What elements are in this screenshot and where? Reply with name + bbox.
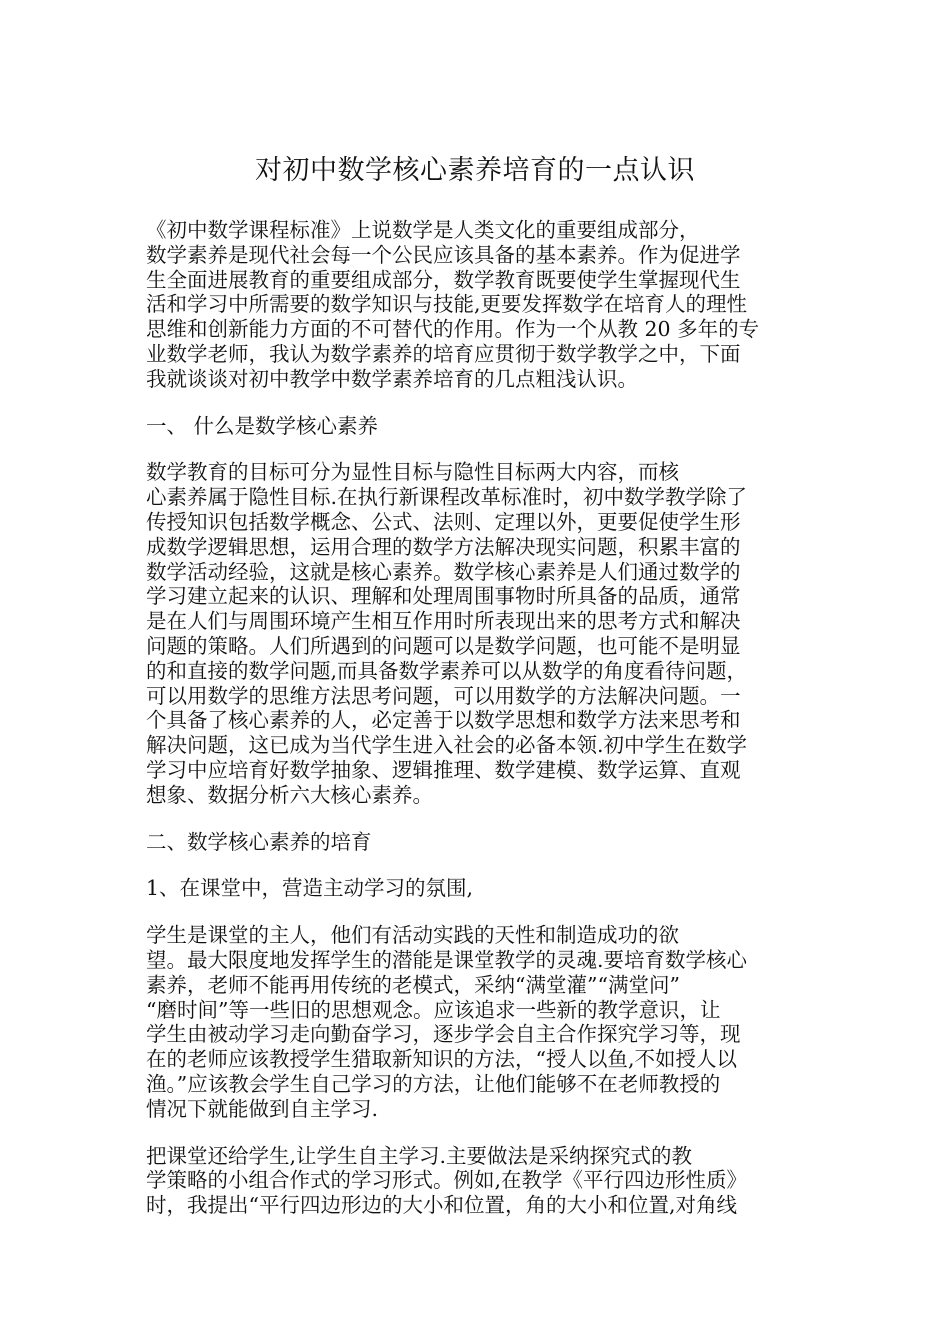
paragraph: [146, 460, 806, 807]
text-line: 业数学老师，我认为数学素养的培育应贯彻于数学教学之中，下面: [146, 341, 741, 366]
text-line: 活和学习中所需要的数学知识与技能,更要发挥数学在培育人的理性: [146, 292, 748, 317]
text-line: 数学活动经验，这就是核心素养。数学核心素养是人们通过数学的: [146, 559, 741, 584]
text-line: 心素养属于隐性目标.在执行新课程改革标准时，初中数学教学除了: [146, 485, 748, 510]
text-line: 可以用数学的思维方法思考问题，可以用数学的方法解决问题。一: [146, 683, 741, 708]
text-line: 《初中数学课程标准》上说数学是人类文化的重要组成部分，: [146, 218, 700, 242]
text-line: 把课堂还给学生,让学生自主学习.主要做法是采纳探究式的教: [146, 1143, 693, 1168]
text-line: 学策略的小组合作式的学习形式。例如,在教学《平行四边形性质》: [146, 1168, 748, 1193]
text-line: 成数学逻辑思想，运用合理的数学方法解决现实问题，积累丰富的: [146, 534, 741, 559]
paragraph: [146, 218, 806, 392]
text-line: 1、在课堂中，营造主动学习的氛围,: [146, 876, 474, 901]
text-line: 二、数学核心素养的培育: [146, 829, 372, 854]
text-line: 解决问题，这已成为当代学生进入社会的必备本领.初中学生在数学: [146, 733, 748, 758]
text-line: 望。最大限度地发挥学生的潜能是课堂教学的灵魂.要培育数学核心: [146, 947, 748, 972]
section-heading: [146, 830, 806, 855]
paragraph: [146, 923, 806, 1121]
section-heading: [146, 414, 806, 439]
subsection-heading: [146, 876, 806, 901]
text-line: 是在人们与周围环境产生相互作用时所表现出来的思考方式和解决: [146, 609, 741, 634]
text-line: 生全面进展教育的重要组成部分，数学教育既要使学生掌握现代生: [146, 267, 741, 292]
text-line: 学习建立起来的认识、理解和处理周围事物时所具备的品质，通常: [146, 584, 741, 609]
text-line: “磨时间”等一些旧的思想观念。应该追求一些新的教学意识，让: [146, 997, 721, 1022]
text-line: 在的老师应该教授学生猎取新知识的方法，“授人以鱼,不如授人以: [146, 1047, 737, 1072]
text-line: 时，我提出“平行四边形边的大小和位置，角的大小和位置,对角线: [146, 1193, 737, 1218]
text-line: 数学素养是现代社会每一个公民应该具备的基本素养。作为促进学: [146, 242, 741, 267]
text-line: 素养，老师不能再用传统的老模式，采纳“满堂灌”“满堂问”: [146, 972, 680, 997]
text-line: 的和直接的数学问题,而具备数学素养可以从数学的角度看待问题，: [146, 658, 748, 683]
text-line: 情况下就能做到自主学习.: [146, 1096, 379, 1121]
text-line: 个具备了核心素养的人，必定善于以数学思想和数学方法来思考和: [146, 708, 741, 733]
text-line: 数学教育的目标可分为显性目标与隐性目标两大内容，而核: [146, 460, 679, 485]
text-line: 一、 什么是数学核心素养: [146, 413, 379, 438]
text-line: 我就谈谈对初中教学中数学素养培育的几点粗浅认识。: [146, 366, 638, 391]
text-line: 学生由被动学习走向勤奋学习，逐步学会自主合作探究学习等，现: [146, 1022, 741, 1047]
text-line: 传授知识包括数学概念、公式、法则、定理以外，更要促使学生形: [146, 509, 741, 534]
text-line: 学生是课堂的主人，他们有活动实践的天性和制造成功的欲: [146, 923, 679, 948]
text-line: 问题的策略。人们所遇到的问题可以是数学问题，也可能不是明显: [146, 633, 741, 658]
text-line: 思维和创新能力方面的不可替代的作用。作为一个从教 20 多年的专: [146, 317, 760, 342]
document-body: [146, 218, 806, 1218]
text-line: 想象、数据分析六大核心素养。: [146, 782, 433, 807]
text-line: 学习中应培育好数学抽象、逻辑推理、数学建模、数学运算、直观: [146, 757, 741, 782]
document-title: 对初中数学核心素养培育的一点认识: [255, 155, 695, 186]
text-line: 渔。”应该教会学生自己学习的方法，让他们能够不在老师教授的: [146, 1071, 721, 1096]
paragraph: [146, 1144, 806, 1218]
